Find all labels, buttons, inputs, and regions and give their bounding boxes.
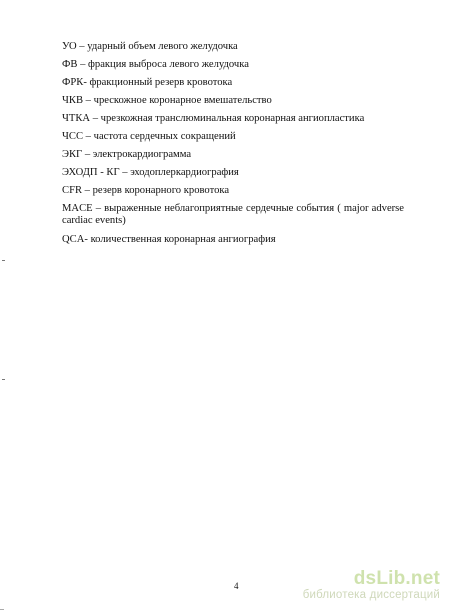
abbreviation-item: ЭХОДП - КГ – эходоплеркардиография [62, 167, 239, 178]
abbreviation-list [62, 41, 404, 252]
abbreviation-item: ЧТКА – чрезкожная транслюминальная коронарная ангиопластика [62, 113, 365, 124]
abbreviation-item: ЧСС – частота сердечных сокращений [62, 131, 236, 142]
abbreviation-item: ФРК- фракционный резерв кровотока [62, 77, 233, 88]
scan-edge-mark [0, 609, 4, 610]
watermark-tagline: библиотека диссертаций [302, 589, 440, 601]
abbreviation-item: УО – ударный объем левого желудочка [62, 41, 238, 52]
watermark [303, 569, 440, 602]
abbreviation-item: QCA- количественная коронарная ангиография [62, 234, 276, 245]
page-number: 4 [234, 581, 239, 591]
abbreviation-item: ЧКВ – чрескожное коронарное вмешательство [62, 95, 272, 106]
margin-tick [2, 260, 5, 261]
abbreviation-item: ЭКГ – электрокардиограмма [62, 149, 192, 160]
abbreviation-item: ФВ – фракция выброса левого желудочка [62, 59, 249, 70]
margin-tick [2, 379, 5, 380]
abbreviation-item: MACE – выраженные неблагоприятные сердечные события ( major adverse cardiac events) [62, 203, 404, 226]
abbreviation-item: CFR – резерв коронарного кровотока [62, 185, 230, 196]
watermark-logo: dsLib.net [353, 568, 440, 589]
